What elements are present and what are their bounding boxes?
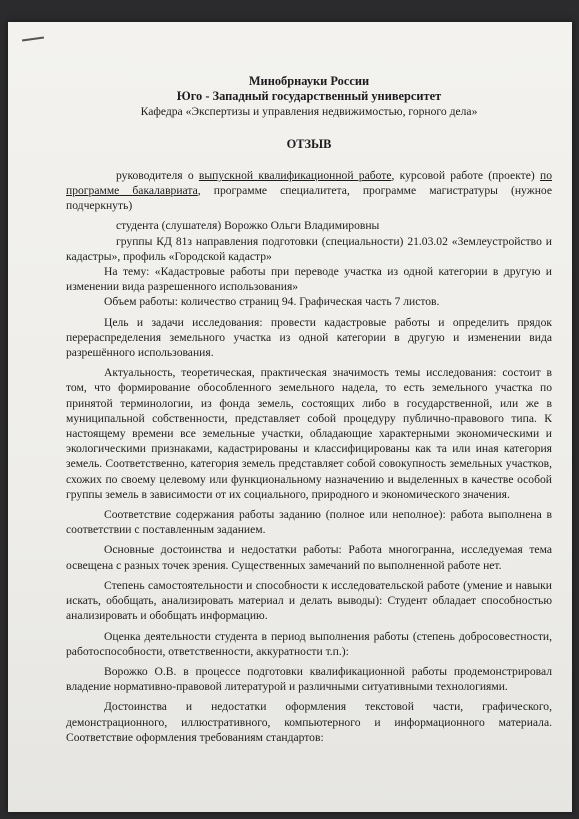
goals-paragraph: Цель и задачи исследования: провести кадастровые работы и определить прядок перераспределения земельного участка из одной категории в другую и изменении вида разрешённого использования.	[66, 315, 552, 360]
intro-pre: руководителя о	[116, 168, 199, 182]
document-title: ОТЗЫВ	[286, 136, 332, 151]
compliance-paragraph: Соответствие содержания работы заданию (полное или неполное): работа выполнена в соответствии с поставленным заданием.	[66, 508, 552, 537]
pen-mark	[22, 36, 44, 41]
merits-paragraph: Основные достоинства и недостатки работы: Работа многогранна, исследуемая тема освещена с разных точек зрения. Существенных замечаний по выполненной работе нет.	[66, 543, 552, 572]
activity-paragraph: Оценка деятельности студента в период выполнения работы (степень добросовестности, работоспособности, ответственности, аккуратности т.п.):	[66, 629, 552, 658]
student-line: студента (слушателя) Ворожко Ольги Владимировны	[116, 219, 380, 233]
intro-paragraph	[66, 168, 552, 214]
topic-line: На тему: «Кадастровые работы при переводе участка из одной категории в другую и изменении вида разрешенного использования»	[66, 265, 552, 294]
independence-paragraph: Степень самостоятельности и способности к исследовательской работе (умение и навыки искать, обобщать, анализировать материал и делать выводы): Студент обладает способностью анализировать и обобщать информацию.	[66, 578, 552, 623]
intro-underlined-work-type: выпускной квалификационной работе	[198, 168, 392, 182]
document-page	[8, 22, 572, 812]
intro-underlined-program: по программе бакалавриата	[66, 168, 553, 198]
university-name: Юго - Западный государственный университет	[176, 89, 442, 104]
intro-post: , программе специалитета, программе магистратуры (нужное подчеркнуть)	[66, 184, 552, 213]
department-name: Кафедра «Экспертизы и управления недвижимостью, горного дела»	[140, 105, 478, 119]
relevance-paragraph: Актуальность, теоретическая, практическая значимость темы исследования: состоит в том, что формирование обособленного земельного надела, то есть земельного участка по принятой терминологии, из фонда земель, состоящих либо в государственной, или же в муниципальной собственности, представляет собой процедуру публично-правового типа. К настоящему времени все земельные участки, обладающие характерными экономическими и экологическими признаками, кадастрированы и классифицированы как та или иная категория земель. Соответственно, категория земель представляет собой совокупность земельных участков, схожих по своему целевому или функциональному назначению и выделенных в качестве особой группы земель в зависимости от их социального, природного и экономического значения.	[66, 366, 552, 501]
ministry-name: Минобрнауки России	[248, 74, 370, 88]
volume-line: Объем работы: количество страниц 94. Графическая часть 7 листов.	[104, 295, 440, 309]
formatting-paragraph: Достоинства и недостатки оформления текстовой части, графического, демонстрационного, иллюстративного, компьютерного и информационного материала. Соответствие оформления требованиям стандартов:	[66, 700, 552, 744]
intro-mid: , курсовой работе (проекте)	[391, 168, 540, 182]
activity-text-paragraph: Ворожко О.В. в процессе подготовки квалификационной работы продемонстрировал владение нормативно-правовой литературой и различными ситуативными технологиями.	[66, 664, 552, 694]
document-content	[66, 70, 552, 745]
group-line: группы КД 81з направления подготовки (специальности) 21.03.02 «Землеустройство и кадастры», профиль «Городской кадастр»	[66, 234, 552, 263]
